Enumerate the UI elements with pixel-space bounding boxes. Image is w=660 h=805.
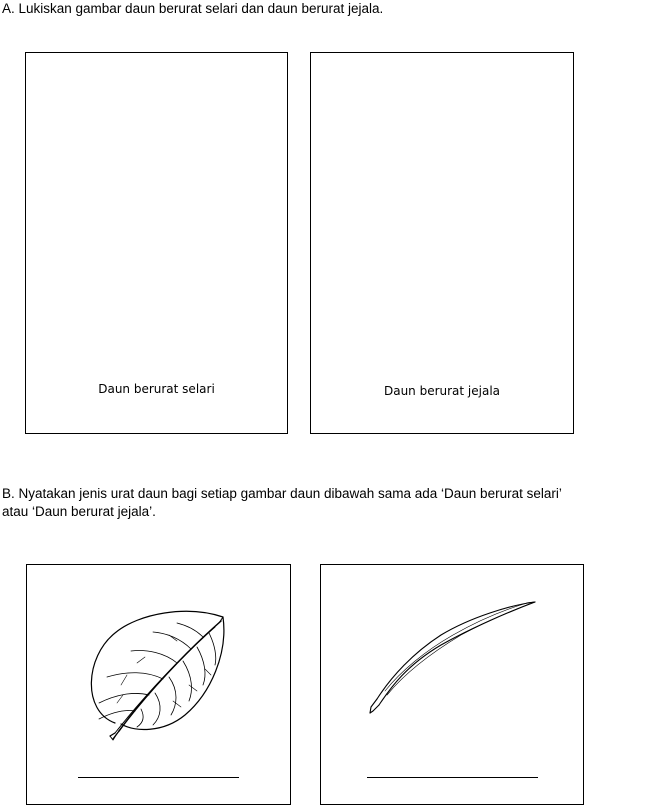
section-b-instruction-line-1: B. Nyatakan jenis urat daun bagi setiap gambar daun dibawah sama ada ‘Daun berurat selari’	[2, 486, 562, 501]
answer-line-2[interactable]	[367, 777, 538, 778]
section-b-instruction-line-2: atau ‘Daun berurat jejala’.	[2, 504, 156, 519]
section-a-instruction: A. Lukiskan gambar daun berurat selari dan daun berurat jejala.	[2, 1, 384, 16]
drawing-box-net[interactable]	[310, 52, 574, 434]
leaf-box-2	[320, 564, 584, 805]
section-b-instruction	[2, 485, 562, 521]
drawing-box-caption: Daun berurat selari	[98, 382, 215, 396]
round-net-veined-leaf-icon	[27, 565, 290, 804]
drawing-box-parallel[interactable]	[25, 52, 288, 434]
leaf-box-1	[26, 564, 291, 805]
drawing-box-caption: Daun berurat jejala	[383, 384, 501, 398]
narrow-parallel-veined-leaf-icon	[321, 565, 583, 804]
answer-line-1[interactable]	[78, 777, 239, 778]
